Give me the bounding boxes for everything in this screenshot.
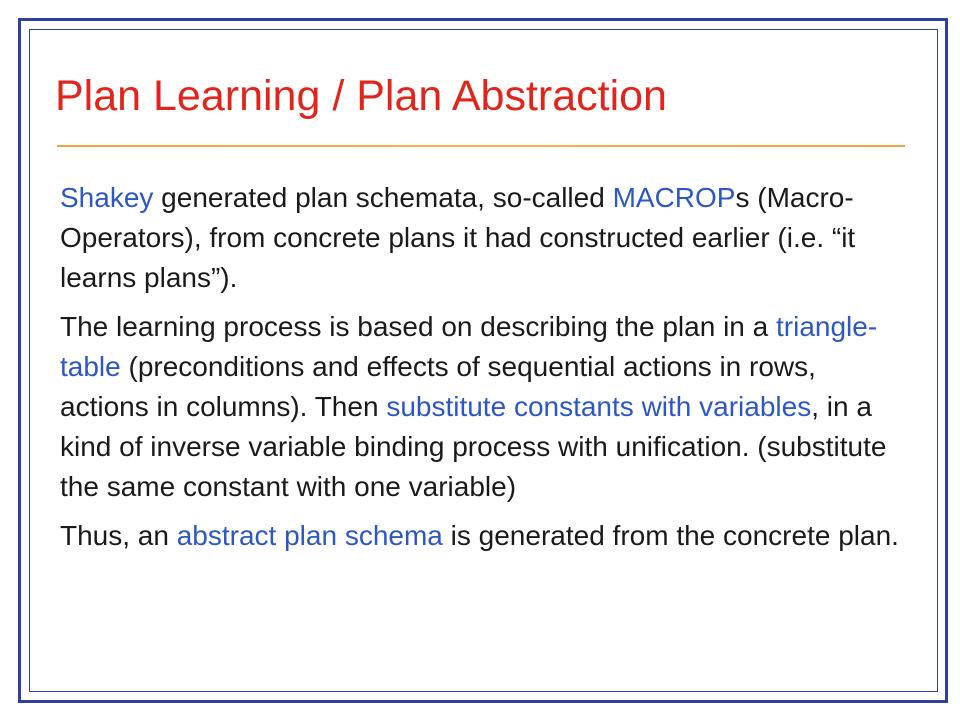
body-text: generated plan schemata, so-called (153, 182, 613, 213)
highlight-term: substitute constants with variables (386, 391, 812, 422)
highlight-term: MACROP (612, 182, 736, 213)
body-text: The learning process is based on describing the plan in a (60, 311, 776, 342)
paragraph-shakey-macrops (60, 178, 910, 298)
body-text: (preconditions and effects of sequential actions in rows, actions in columns). Then (60, 351, 816, 422)
title-divider (57, 145, 905, 147)
body-text: , in a kind of inverse variable binding process with unification. (substitute the same constant with one variable) (60, 391, 887, 502)
paragraph-learning-process (60, 307, 910, 507)
highlight-term: triangle-table (60, 311, 878, 382)
slide-body (60, 178, 910, 556)
slide-title: Plan Learning / Plan Abstraction (55, 72, 667, 120)
highlight-term: Shakey (60, 182, 154, 213)
body-text: s (Macro-Operators), from concrete plans it had constructed earlier (i.e. “it learns plans”). (60, 182, 856, 293)
body-text: is generated from the concrete plan. (442, 520, 899, 551)
highlight-term: abstract plan schema (176, 520, 443, 551)
paragraph-abstract-schema (60, 516, 910, 556)
body-text: Thus, an (60, 520, 177, 551)
